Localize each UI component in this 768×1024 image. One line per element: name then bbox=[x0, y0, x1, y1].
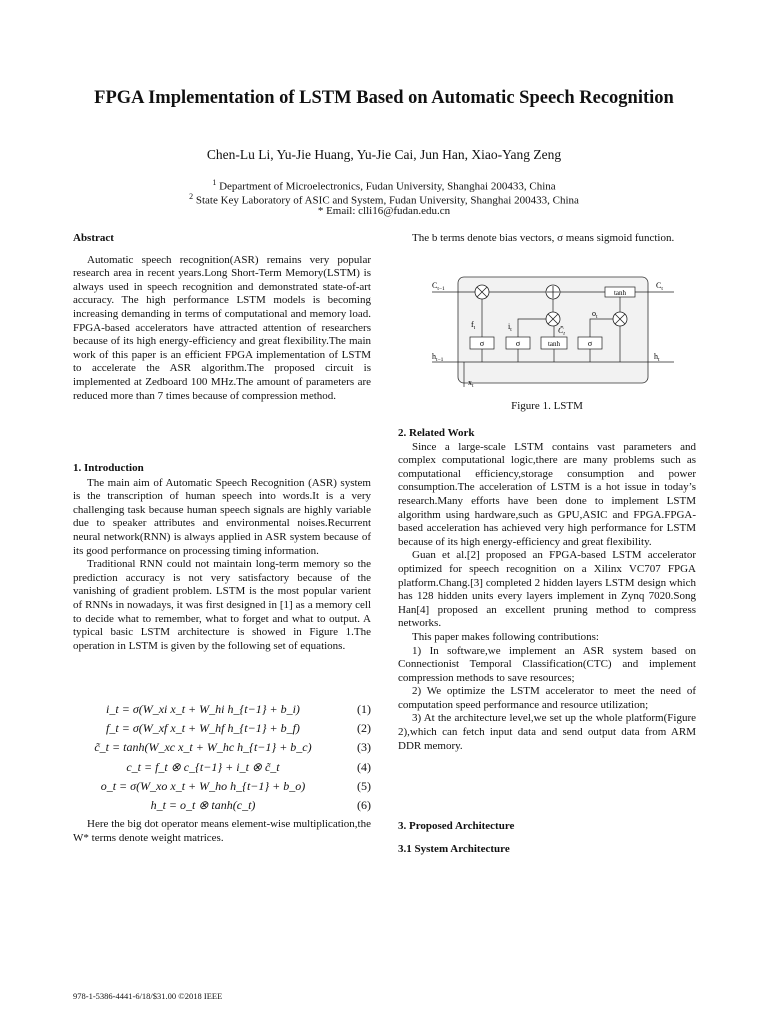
contribution-3: 3) At the architecture level,we set up the whole platform(Figure 2),which can fetch input data and send output data from ARM DDR memory. bbox=[398, 712, 696, 752]
equation-6-expression: h_t = o_t ⊗ tanh(c_t) bbox=[150, 798, 256, 812]
corresponding-email: * Email: clli16@fudan.edu.cn bbox=[317, 205, 451, 217]
tanh-output-label: tanh bbox=[613, 289, 627, 297]
affiliation-1-mark: 1 bbox=[212, 178, 217, 187]
h-out-label: $h_t$ bbox=[654, 352, 660, 363]
author-list: Chen-Lu Li, Yu-Jie Huang, Yu-Jie Cai, Jun Han, Xiao-Yang Zeng bbox=[206, 147, 562, 162]
equation-3-expression: c̃_t = tanh(W_xc x_t + W_hc h_{t−1} + b_c) bbox=[94, 740, 312, 754]
sigma-note-block bbox=[398, 232, 696, 246]
affiliation-1-text: Department of Microelectronics, Fudan University, Shanghai 200433, China bbox=[219, 180, 556, 193]
equation-3 bbox=[73, 740, 371, 758]
i-gate-label: $i_t$ bbox=[508, 322, 512, 333]
equation-1-expression: i_t = σ(W_xi x_t + W_hi h_{t−1} + b_i) bbox=[106, 702, 300, 716]
c-prev-label: $C_{t-1}$ bbox=[432, 281, 445, 292]
contribution-1: 1) In software,we implement an ASR system based on Connectionist Temporal Classification(CTC) and implement compression methods to save resources; bbox=[398, 644, 696, 684]
abstract-heading: Abstract bbox=[73, 232, 114, 244]
forget-gate-sigma: σ bbox=[479, 339, 485, 348]
o-gate-label: $o_t$ bbox=[592, 309, 598, 320]
introduction-paragraph-2: Traditional RNN could not maintain long-term memory so the prediction accuracy is not very satisfactory because of the vanishing of gradient problem. LSTM is the most popular varient of RNNs in nowadays, it was first designed in [1] as a memory cell to decide what to remember, what to forget and what to output. A typical basic LSTM architecture is showed in Figure 1.The operation in LSTM is given by the following set of equations. bbox=[73, 558, 371, 652]
affiliation-2-text: State Key Laboratory of ASIC and System, Fudan University, Shanghai 200433, China bbox=[195, 194, 579, 207]
equation-6 bbox=[73, 798, 371, 816]
proposed-architecture-heading-block bbox=[398, 820, 696, 834]
lstm-cell-diagram bbox=[428, 275, 678, 387]
h-prev-label: $h_{t-1}$ bbox=[432, 352, 444, 363]
f-gate-label: $f_t$ bbox=[471, 320, 476, 331]
introduction-paragraph-1: The main aim of Automatic Speech Recognition (ASR) system is the transcription of human speech into words.It is a very challenging task because human speech signals are highly variable due to speaker attributes and environmental noises.Recurrent neural network(RNN) is always applied in ASR system because of its good performance on processing timing information. bbox=[73, 476, 371, 557]
system-architecture-heading-block bbox=[398, 843, 696, 857]
equation-2-expression: f_t = σ(W_xf x_t + W_hf h_{t−1} + b_f) bbox=[106, 721, 300, 735]
equation-3-number: (3) bbox=[357, 740, 371, 754]
paper-title: FPGA Implementation of LSTM Based on Automatic Speech Recognition bbox=[94, 88, 674, 108]
input-gate-sigma: σ bbox=[515, 339, 521, 348]
output-gate-sigma: σ bbox=[587, 339, 593, 348]
equation-4-expression: c_t = f_t ⊗ c_{t−1} + i_t ⊗ c̃_t bbox=[126, 760, 280, 774]
contribution-2: 2) We optimize the LSTM accelerator to meet the need of computation speed performance and resource utilization; bbox=[398, 685, 696, 711]
c-out-label: $C_t$ bbox=[656, 281, 663, 292]
c-tilde-label: $C̃_t$ bbox=[558, 326, 565, 337]
equation-4-number: (4) bbox=[357, 760, 371, 774]
equation-4 bbox=[73, 760, 371, 778]
abstract-text: Automatic speech recognition(ASR) remains very popular research area in recent years.Long Short-Term Memory(LSTM) is always used in speech recognition and demonstrated state-of-art accuracy. The high performance LSTM models is becoming increasing demanding in terms of computational and memory load. FPGA-based accelerators have attracted attention of researchers because of its high energy-efficiency and great flexibility.The main work of this paper is an efficient FPGA implementation of LSTM to accelerate the ASR algorithm.The proposed circuit is implemented at Zedboard 100 MHz.The amount of parameters are reduced more than 7 times because of compression method. bbox=[73, 253, 371, 402]
equation-5-expression: o_t = σ(W_xo x_t + W_ho h_{t−1} + b_o) bbox=[100, 779, 306, 793]
system-architecture-heading: 3.1 System Architecture bbox=[398, 843, 510, 855]
affiliation-2-mark: 2 bbox=[189, 192, 194, 201]
equation-2 bbox=[73, 721, 371, 739]
equation-5-number: (5) bbox=[357, 779, 371, 793]
related-work-section bbox=[398, 427, 696, 753]
x-input-label: $x_t$ bbox=[468, 378, 474, 387]
related-work-heading: 2. Related Work bbox=[398, 427, 475, 439]
abstract-section bbox=[73, 232, 371, 403]
equation-2-number: (2) bbox=[357, 721, 371, 735]
introduction-section bbox=[73, 462, 371, 653]
proposed-architecture-heading: 3. Proposed Architecture bbox=[398, 820, 515, 832]
equation-6-number: (6) bbox=[357, 798, 371, 812]
candidate-tanh-label: tanh bbox=[547, 340, 561, 348]
copyright-footer: 978-1-5386-4441-6/18/$31.00 ©2018 IEEE bbox=[73, 991, 223, 1001]
equation-1 bbox=[73, 702, 371, 720]
related-work-paragraph-1: Since a large-scale LSTM contains vast parameters and complex computational logic,there are many problems such as computational efficiency,storage consumption and power consumption.The acceleration of LSTM is a hot issue in today’s research.Many efforts have been done to implement LSTM algorithm using hardware,such as GPU,ASIC and FPGA.FPGA-based acceleration has achieved very high performance for LSTM because of its high energy-efficiency and great flexibility. bbox=[398, 440, 696, 548]
introduction-heading: 1. Introduction bbox=[73, 462, 144, 474]
introduction-paragraph-3: Here the big dot operator means element-wise multiplication,the W* terms denote weight matrices. bbox=[73, 818, 371, 844]
sigma-note: The b terms denote bias vectors, σ means sigmoid function. bbox=[412, 232, 675, 244]
contributions-intro: This paper makes following contributions: bbox=[412, 630, 599, 643]
equation-1-number: (1) bbox=[357, 702, 371, 716]
equation-5 bbox=[73, 779, 371, 797]
figure-1-caption: Figure 1. LSTM bbox=[511, 400, 583, 412]
introduction-paragraph-3-block bbox=[73, 818, 371, 845]
related-work-paragraph-2: Guan et al.[2] proposed an FPGA-based LSTM accelerator optimized for speech recognition on a Xilinx VC707 FPGA platform.Chang.[3] completed 2 hidden layers LSTM design which has 128 hidden units every layers implement in Zynq 7020.Song Han[4] proposed an excellent pruning method to compress networks. bbox=[398, 549, 696, 630]
